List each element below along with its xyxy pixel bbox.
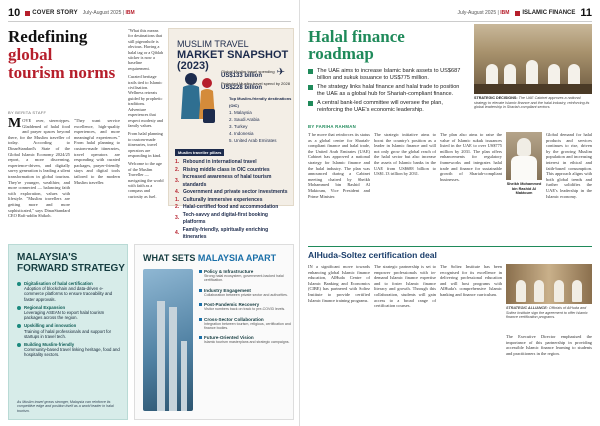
section-label: ISLAMIC FINANCE: [522, 10, 576, 16]
article-byline: BY BERITA STAFF: [8, 110, 47, 115]
apart-item: Future-Oriented Vision Islamic tourism masterplans and strategic campaigns.: [199, 335, 291, 344]
body-column-1: T he move that reinforces its status as a global centre for Shariah-compliant finance and halal trade, the United Arab Emirates (UAE) Cabinet has approved a national strategy for Islamic finance and the halal industry. The plan was announced during a Cabinet meeting chaired by Sheikh Mohammed bin Rashid Al Maktoum, Vice President and Prime Minister.: [308, 132, 370, 199]
strategy-item: Upskilling and innovation Training of halal professionals and support for startups in travel tech.: [17, 323, 121, 339]
sub-article-headline: AlHuda-Soltez certification deal: [308, 250, 437, 260]
pillar-item: 2. Rising middle class in OIC countries: [175, 166, 270, 173]
section-marker-icon: [25, 11, 30, 16]
key-points-list: [308, 68, 468, 117]
cabinet-meeting-photo: [474, 24, 592, 94]
pillar-item: 4. Family-friendly, spiritually enriching itineraries: [175, 226, 269, 240]
page-number: 11: [580, 7, 592, 19]
apart-item: Post-Pandemic Recovery Visitor numbers back on track to pre-COVID levels.: [199, 302, 291, 311]
sub-body-column-3: The Soltez Institute has been recognised for its excellence in delivering professional education and will host programs with AlHuda's comprehensive Islamic banking and finance curriculum.: [440, 264, 502, 297]
right-page: [300, 0, 600, 426]
article-byline: BY FARIHA RAHMAN: [308, 124, 357, 129]
key-point: The strategy links halal finance and halal trade to position the UAE as a global hub for Shariah-compliant finance.: [308, 84, 468, 97]
bullet-icon: [17, 306, 21, 310]
article-headline: Halal finance roadmap: [308, 27, 405, 63]
pillars-list: Muslim traveller pillars 1. Rebound in international travel 2. Rising middle class in OIC countries 3. Increased awareness of halal tourism standards 4. Government and private sector investments 1. Culturally immersive experiences 2. Halal-certified food and accommodation 3. Tech-savvy and digital-first booking platforms 4. Family-friendly, spiritually enriching itineraries: [175, 150, 288, 240]
body-column-4: Global demand for halal products and services continues to rise, driven by the growing Muslim population and increasing interest in ethical and faith-based consumption. This approach aligns with both global trends and further solidifies the UAE's leadership in the Islamic economy.: [546, 132, 592, 199]
bullet-icon: [17, 324, 21, 328]
right-page-header: [300, 6, 600, 20]
bullet-icon: [308, 85, 313, 90]
apart-item: Industry Engagement Collaboration between private sector and authorities.: [199, 288, 291, 297]
destination-ranking: Top Muslim-friendly destinations (OIC) 1. Malaysia 2. Saudi Arabia 3. Turkey 4. Indonesia 5. United Arab Emirates: [229, 96, 292, 143]
airplane-icon: ✈: [276, 67, 285, 78]
sub-body-column-4: The Executive Director emphasised the importance of this partnership in providing accessible Islamic finance learning to students and practitioners in the region.: [506, 334, 592, 356]
drop-cap: M: [8, 118, 22, 131]
body-column-2: The strategic initiative aims to boost the country's position as a leader in Islamic finance and will not only grow the global reach of the halal sector but also increase the assets of Islamic banks in the UAE from US$688 billion to US$1.13 trillion by 2031.: [374, 132, 436, 177]
apart-item: Policy & Infrastructure Strong halal ecosystem, government-backed halal certification.: [199, 269, 291, 283]
pillar-item: 3. Tech-savvy and digital-first booking platforms: [175, 211, 268, 225]
article-headline: Redefining global tourism norms: [8, 27, 116, 82]
page-number: 10: [8, 7, 21, 19]
quote-column: "What this means for destinations that still pigeonhole is obvious. Having a halal tag or a Qiblah sticker is now a baseline requirement. Curated heritage trails tied to Islamic civilisation. Wellness retreats guided by prophetic traditions. Adventure experiences that respect modesty and family values. From halal planning to custom-made itineraries, travel operators are responding in kind. Welcome to the age of the Muslim Traveller — navigating the world with faith as a compass and curiosity as fuel.: [128, 28, 164, 199]
traveller-illustration: [177, 69, 219, 129]
left-page-header: [0, 6, 299, 20]
key-point: The UAE aims to increase Islamic bank assets to US$687 billion and sukuk issuance to US$775 million.: [308, 68, 468, 81]
pillar-item: 1. Culturally immersive experiences: [175, 196, 263, 203]
bullet-icon: [308, 101, 313, 106]
pillar-item: 3. Increased awareness of halal tourism standards: [175, 174, 272, 188]
body-column-3: The plan also aims to raise the value of Islamic sukuk issuances listed in the UAE to over US$775 million by 2031. The plan offers enhancements for regulatory frameworks and integrates halal trade and finance for sustainable growth of Shariah-compliant businesses.: [440, 132, 502, 182]
destination-item: 5. United Arab Emirates: [229, 138, 277, 143]
portrait-photo: [506, 132, 542, 180]
body-column-2: "They want service excellence, high-quality experiences, and more meaningful experiences." From halal planning to custom-made itineraries, travel operators are responding with curated packages, prayer-friendly stays and digital tools tailored to the modern Muslim traveller.: [74, 118, 120, 185]
header-divider: [8, 21, 291, 22]
photo-caption: STRATEGIC DECISIONS: The UAE Cabinet approves a national strategy to elevate Islamic finance and the halal industry, reinforcing its global leadership in Shariah-compliant sectors.: [474, 96, 590, 109]
city-skyline-photo: [143, 269, 193, 411]
destination-item: 4. Indonesia: [229, 131, 254, 136]
apart-title: WHAT SETS MALAYSIA APART: [143, 253, 277, 263]
portrait-caption: Sheikh Mohammed bin Rashid Al Maktoum: [506, 182, 542, 196]
market-snapshot-infographic: [168, 28, 294, 240]
what-sets-malaysia-apart-panel: [134, 244, 294, 420]
apart-item: Cross-Sector Collaboration Integration between tourism, religious, certification and finance bodies.: [199, 317, 291, 331]
destination-item: 1. Malaysia: [229, 110, 252, 115]
strategy-item: Building Muslim-friendly Community-based travel linking heritage, food and hospitality sectors.: [17, 342, 121, 358]
header-divider: [308, 21, 592, 22]
forward-strategy-panel: [8, 244, 128, 420]
pillar-item: 1. Rebound in international travel: [175, 159, 257, 165]
sub-photo-caption: STRATEGIC ALLIANCE: Officials of AlHuda and Soltez Institute sign the agreement to offer Islamic finance certification programs.: [506, 306, 588, 319]
bullet-icon: [308, 69, 313, 74]
issue-date: July-August 2025 | IBM: [82, 10, 135, 16]
section-tag: [25, 10, 78, 16]
issue-date: July-August 2025 | IBM: [457, 10, 510, 16]
section-label: COVER STORY: [32, 10, 78, 16]
snapshot-title: MUSLIM TRAVEL MARKET SNAPSHOT (2023): [177, 39, 289, 72]
sub-body-column-1: IN a significant move towards enhancing global Islamic finance education, AlHuda Centre of Islamic Banking and Economics (CIBE) has partnered with Soltez Institute to provide certified Islamic finance training programs.: [308, 264, 370, 303]
pillar-item: 2. Halal-certified food and accommodation: [175, 204, 279, 210]
strategy-item: Regional Expansion Leveraging ASEAN to export halal tourism packages across the region.: [17, 305, 121, 321]
spending-figures: Global Muslim travel spending US$133 billion Projected Muslim travel spend by 2028 US$228 billion: [221, 69, 290, 91]
strategy-list: [17, 281, 121, 361]
body-column-1: MOVE over, stereotypes. Gladdened of halal food and prayer spaces beyond there, for the Muslim traveller of today. According to DinarStandard's State of the Global Islamic Economy 2024/25 report, a more discerning, experience-driven, and digitally savvy generation is leading a silent transformation in global tourism. They're younger, wealthier, and more connected — balancing faith with exploration, values with lifestyle. "Muslim travellers are getting more and more sophisticated," says DinarStandard CEO Rafi-uddin Shikoh.: [8, 118, 70, 219]
destination-item: 3. Turkey: [229, 124, 248, 129]
bullet-icon: [17, 282, 21, 286]
destination-item: 2. Saudi Arabia: [229, 117, 260, 122]
section-tag: [515, 10, 575, 16]
apart-list: [199, 269, 291, 350]
strategy-title: MALAYSIA'S FORWARD STRATEGY: [17, 252, 125, 274]
strategy-footnote: As Muslim travel grows stronger, Malaysia can reinforce its competitive edge and position itself as a world leader in halal tourism.: [17, 399, 114, 413]
pillar-item: 4. Government and private sector investments: [175, 189, 288, 195]
key-point: A central bank-led committee will oversee the plan, reinforcing the UAE's economic leadership.: [308, 100, 468, 113]
bullet-icon: [17, 343, 21, 347]
section-divider: [308, 246, 592, 247]
signing-ceremony-photo: [506, 264, 592, 304]
section-marker-icon: [515, 11, 520, 16]
strategy-item: Digitalisation of halal certification Adoption of blockchain and data-driven e-commerce platforms to ensure traceability and faster approvals.: [17, 281, 121, 302]
sub-body-column-2: The strategic partnership is set to empower professionals with in-demand Islamic finance expertise and to foster Islamic finance literacy and growth. Through this collaboration, students will gain access to a broad range of certification courses.: [374, 264, 436, 309]
